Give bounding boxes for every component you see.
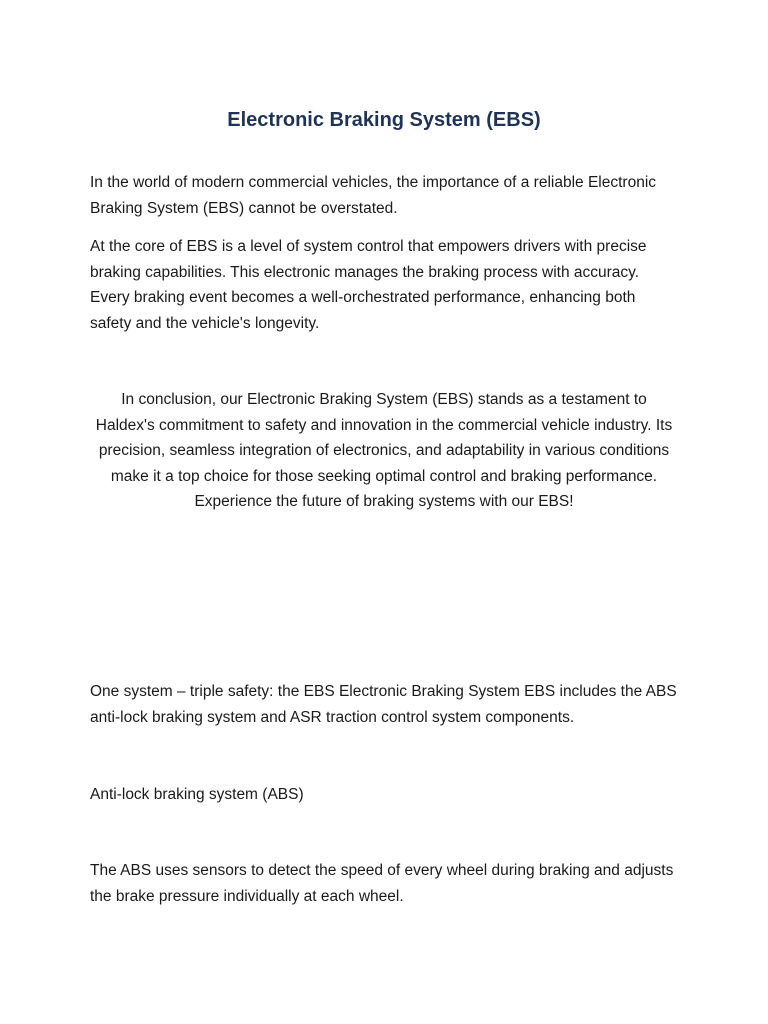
abs-heading: Anti-lock braking system (ABS) — [90, 786, 304, 803]
triple-safety-paragraph: One system – triple safety: the EBS Electronic Braking System EBS includes the ABS anti-lock braking system and ASR traction control system components. — [90, 683, 677, 726]
core-paragraph: At the core of EBS is a level of system control that empowers drivers with precise braking capabilities. This electronic manages the braking process with accuracy. Every braking event becomes a well-orchestrated performance, enhancing both safety and the vehicle's longevity. — [90, 238, 647, 332]
intro-paragraph: In the world of modern commercial vehicles, the importance of a reliable Electronic Braking System (EBS) cannot be overstated. — [90, 174, 657, 217]
conclusion-paragraph: In conclusion, our Electronic Braking System (EBS) stands as a testament to Haldex's commitment to safety and innovation in the commercial vehicle industry. Its precision, seamless integration of electronics, and adaptability in various conditions make it a top choice for those seeking optimal control and braking performance. Experience the future of braking systems with our EBS! — [95, 391, 673, 510]
abs-paragraph: The ABS uses sensors to detect the speed of every wheel during braking and adjusts the brake pressure individually at each wheel. — [90, 862, 674, 905]
document-title: Electronic Braking System (EBS) — [227, 109, 541, 132]
